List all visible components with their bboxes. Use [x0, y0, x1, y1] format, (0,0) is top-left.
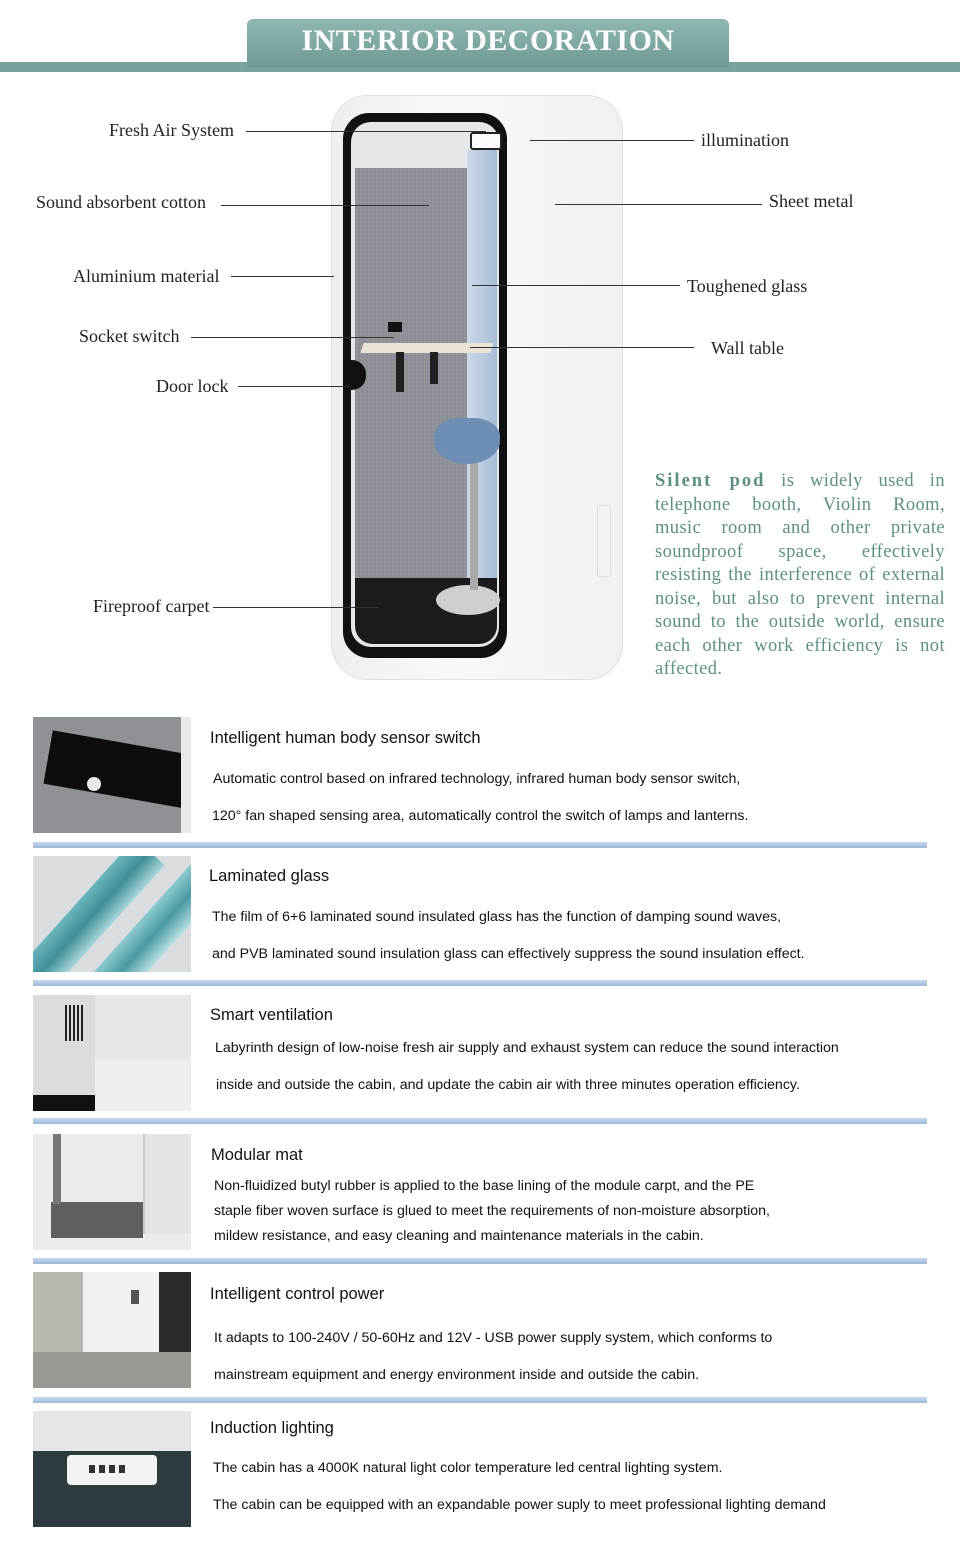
feature-title: Induction lighting: [210, 1419, 334, 1437]
product-description: [655, 470, 945, 682]
feature-line: The film of 6+6 laminated sound insulated glass has the function of damping sound waves,: [212, 909, 782, 925]
stool-seat: [434, 418, 500, 464]
wall-table: [360, 343, 493, 353]
control-power-image: [33, 1272, 191, 1388]
section-divider: [33, 1258, 927, 1264]
leader-line: [213, 607, 378, 608]
feature-line: It adapts to 100-240V / 50-60Hz and 12V - USB power supply system, which conforms to: [214, 1330, 773, 1346]
page-title: INTERIOR DECORATION: [301, 24, 675, 57]
description-lead: Silent pod: [655, 471, 766, 491]
leader-line: [231, 276, 334, 277]
callout-wall-table: Wall table: [711, 338, 785, 358]
callout-door-lock: Door lock: [156, 376, 229, 396]
description-body: is widely used in telephone booth, Violin Room, music room and other private soundproof space, effectively resisting the interference of external noise, but also to prevent internal sound to the outside world, ensure each other work efficiency is not affected.: [655, 471, 945, 679]
leader-line: [238, 386, 350, 387]
feature-title: Modular mat: [211, 1146, 303, 1164]
feature-title: Intelligent control power: [210, 1285, 385, 1303]
feature-title: Intelligent human body sensor switch: [210, 729, 481, 747]
callout-illumination: illumination: [701, 130, 789, 150]
induction-lighting-image: [33, 1411, 191, 1527]
callout-glass: Toughened glass: [687, 276, 808, 296]
feature-line: mildew resistance, and easy cleaning and maintenance materials in the cabin.: [214, 1228, 704, 1244]
leader-line: [530, 140, 694, 141]
sensor-switch-image: [33, 717, 191, 833]
stool-leg: [470, 460, 478, 590]
laminated-glass-image: [33, 856, 191, 972]
section-divider: [33, 980, 927, 986]
leader-line: [472, 285, 680, 286]
leader-line: [470, 347, 694, 348]
section-divider: [33, 1397, 927, 1403]
feature-line: staple fiber woven surface is glued to meet the requirements of non-moisture absorption,: [214, 1203, 770, 1219]
feature-title: Laminated glass: [209, 867, 330, 885]
feature-line: The cabin can be equipped with an expandable power suply to meet professional lighting demand: [213, 1497, 826, 1513]
table-bracket: [396, 352, 404, 392]
stool-base: [436, 585, 500, 615]
callout-sheet-metal: Sheet metal: [769, 191, 854, 211]
table-bracket: [430, 352, 438, 384]
modular-mat-image: [33, 1134, 191, 1250]
feature-line: Automatic control based on infrared technology, infrared human body sensor switch,: [213, 771, 741, 787]
feature-line: Labyrinth design of low-noise fresh air supply and exhaust system can reduce the sound interaction: [215, 1040, 839, 1056]
feature-line: Non-fluidized butyl rubber is applied to the base lining of the module carpt, and the PE: [214, 1178, 755, 1194]
leader-line: [555, 204, 762, 205]
leader-line: [221, 205, 429, 206]
callout-fresh-air: Fresh Air System: [109, 120, 235, 140]
socket-switch: [388, 322, 402, 332]
section-divider: [33, 842, 927, 848]
feature-line: 120° fan shaped sensing area, automatically control the switch of lamps and lanterns.: [212, 808, 749, 824]
feature-title: Smart ventilation: [210, 1006, 333, 1024]
callout-carpet: Fireproof carpet: [93, 596, 210, 616]
ventilation-image: [33, 995, 191, 1111]
booth-vent: [597, 505, 611, 577]
feature-line: and PVB laminated sound insulation glass can effectively suppress the sound insulation effect.: [212, 946, 805, 962]
booth-light: [470, 132, 502, 150]
leader-line: [246, 131, 486, 132]
callout-socket: Socket switch: [79, 326, 180, 346]
feature-line: The cabin has a 4000K natural light color temperature led central lighting system.: [213, 1460, 723, 1476]
acoustic-panel: [355, 168, 467, 578]
callout-sound-cotton: Sound absorbent cotton: [36, 192, 206, 212]
callout-aluminium: Aluminium material: [73, 266, 220, 286]
section-divider: [33, 1118, 927, 1124]
leader-line: [191, 337, 394, 338]
feature-line: inside and outside the cabin, and update the cabin air with three minutes operation efficiency.: [216, 1077, 800, 1093]
feature-line: mainstream equipment and energy environment inside and outside the cabin.: [214, 1367, 700, 1383]
